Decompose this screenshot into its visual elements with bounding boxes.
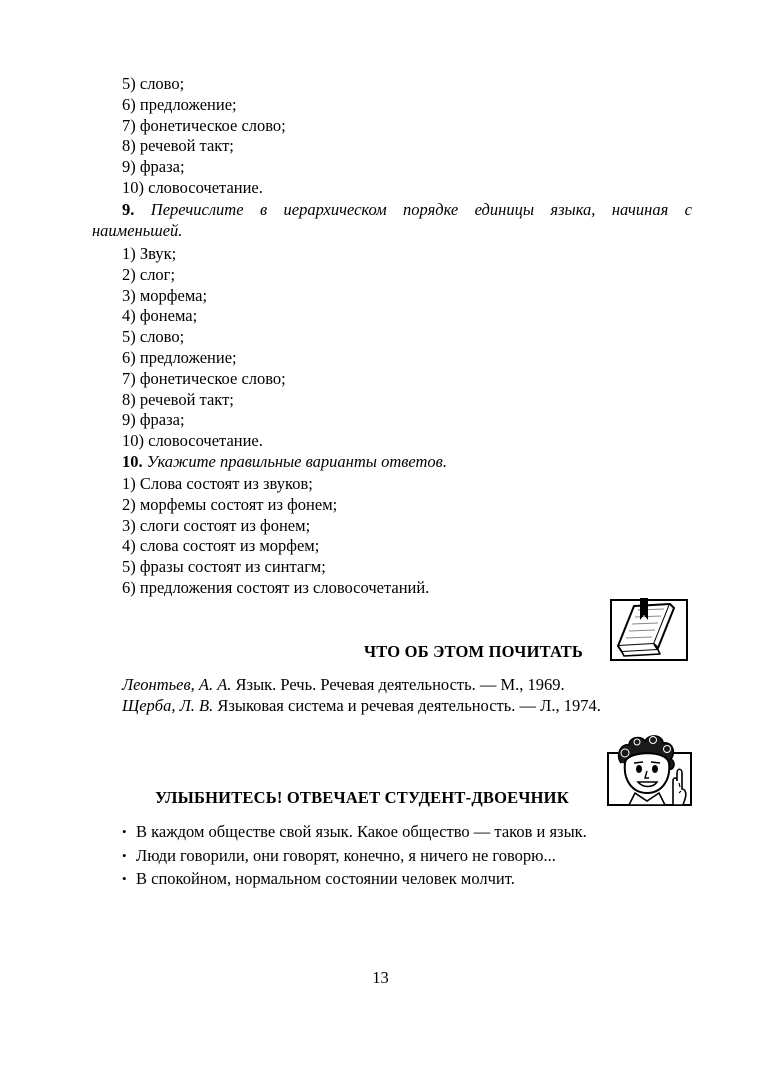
reference-text: Язык. Речь. Речевая деятельность. — М., 1969. [231,675,565,694]
list-item: 6) предложения состоят из словосочетаний. [122,577,430,597]
list-item [122,844,587,868]
bullet: • [122,847,127,863]
reference-author: Леонтьев, А. А. [122,675,232,694]
reading-section-title: ЧТО ОБ ЭТОМ ПОЧИТАТЬ [364,642,583,661]
reading-references [122,674,601,716]
answer-list-9 [122,244,286,452]
list-item: 6) предложение; [122,94,237,114]
list-item: 4) слова состоят из морфем; [122,536,320,556]
humor-list [122,820,587,891]
list-item: 6) предложение; [122,347,237,367]
book-icon [610,598,688,662]
list-item: 5) слово; [122,327,185,347]
list-item: 5) фразы состоят из синтагм; [122,557,326,577]
question-text: Перечислите в иерархическом порядке единицы языка, начиная с [150,200,692,219]
list-item: 3) слоги состоят из фонем; [122,515,311,535]
list-item: 9) фраза; [122,410,185,430]
humor-item-text: Люди говорили, они говорят, конечно, я ничего не говорю... [136,845,556,865]
bullet: • [122,871,127,886]
list-item: 9) фраза; [122,157,185,177]
question-10 [122,452,692,473]
humor-item-text: В каждом обществе свой язык. Какое общество — таков и язык. [136,822,587,841]
reference-author: Щерба, Л. В. [122,696,214,715]
list-item: 10) словосочетание. [122,177,263,197]
list-item: 7) фонетическое слово; [122,115,286,135]
humor-item-text: В спокойном, нормальном состоянии человек молчит. [136,869,515,888]
question-text-cont: наименьшей. [92,220,183,240]
list-item: 8) речевой такт; [122,389,234,409]
question-9 [92,200,692,242]
answer-list-continued [122,74,286,199]
page-number: 13 [372,968,389,987]
list-item: 8) речевой такт; [122,136,234,156]
student-icon [607,733,692,806]
list-item: 7) фонетическое слово; [122,368,286,388]
list-item [122,867,587,891]
list-item [122,820,587,844]
reference-text: Языковая система и речевая деятельность. — Л., 1974. [213,696,601,715]
list-item: 1) Слова состоят из звуков; [122,474,313,493]
reference-item [122,695,601,716]
list-item: 4) фонема; [122,306,198,326]
list-item: 1) Звук; [122,244,177,263]
list-item: 5) слово; [122,74,185,93]
question-number: 10. [122,452,143,471]
humor-section-title: УЛЫБНИТЕСЬ! ОТВЕЧАЕТ СТУДЕНТ-ДВОЕЧНИК [155,788,569,807]
list-item: 2) морфемы состоят из фонем; [122,494,338,514]
question-9-line1 [92,200,692,221]
list-item: 3) морфема; [122,285,208,305]
bullet: • [122,824,127,839]
question-text: Укажите правильные варианты ответов. [146,452,447,471]
reference-item [122,674,601,695]
list-item: 10) словосочетание. [122,431,263,451]
answer-list-10 [122,474,429,599]
question-number: 9. [122,200,135,219]
list-item: 2) слог; [122,264,176,284]
